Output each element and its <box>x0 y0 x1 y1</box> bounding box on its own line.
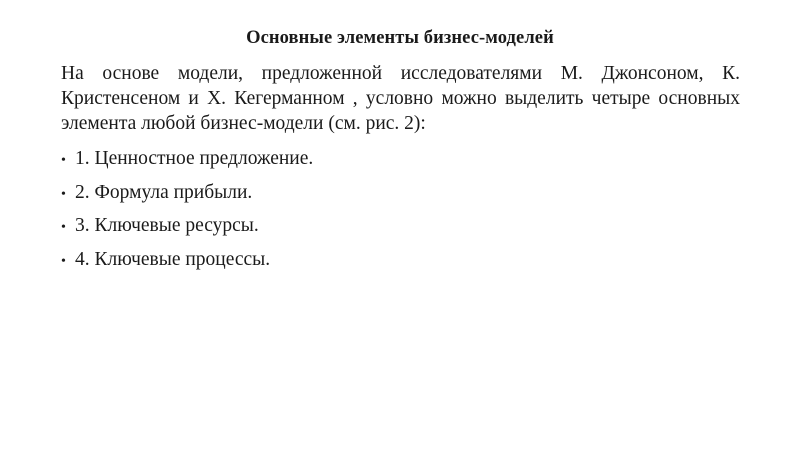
bullet-icon: • <box>61 220 66 236</box>
slide-title: Основные элементы бизнес-моделей <box>246 28 554 48</box>
bullet-icon: • <box>61 153 66 168</box>
list-item-text: 4. Ключевые процессы. <box>75 248 271 270</box>
bullet-icon: • <box>61 186 66 202</box>
list-item <box>61 247 740 272</box>
list-item <box>61 180 740 205</box>
bullet-icon: • <box>61 253 66 269</box>
intro-paragraph: На основе модели, предложенной исследователями М. Джонсоном, К. Кристенсеном и Х. Кегерманном , условно можно выделить четыре основных элемента любой бизнес-модели (см. рис. 2): <box>61 63 740 134</box>
list-item <box>61 146 740 171</box>
list-item-text: 1. Ценностное предложение. <box>75 148 314 169</box>
list-item-text: 3. Ключевые ресурсы. <box>75 215 259 237</box>
list-item <box>61 213 740 238</box>
elements-list <box>61 146 740 280</box>
list-item-text: 2. Формула прибыли. <box>75 181 253 203</box>
